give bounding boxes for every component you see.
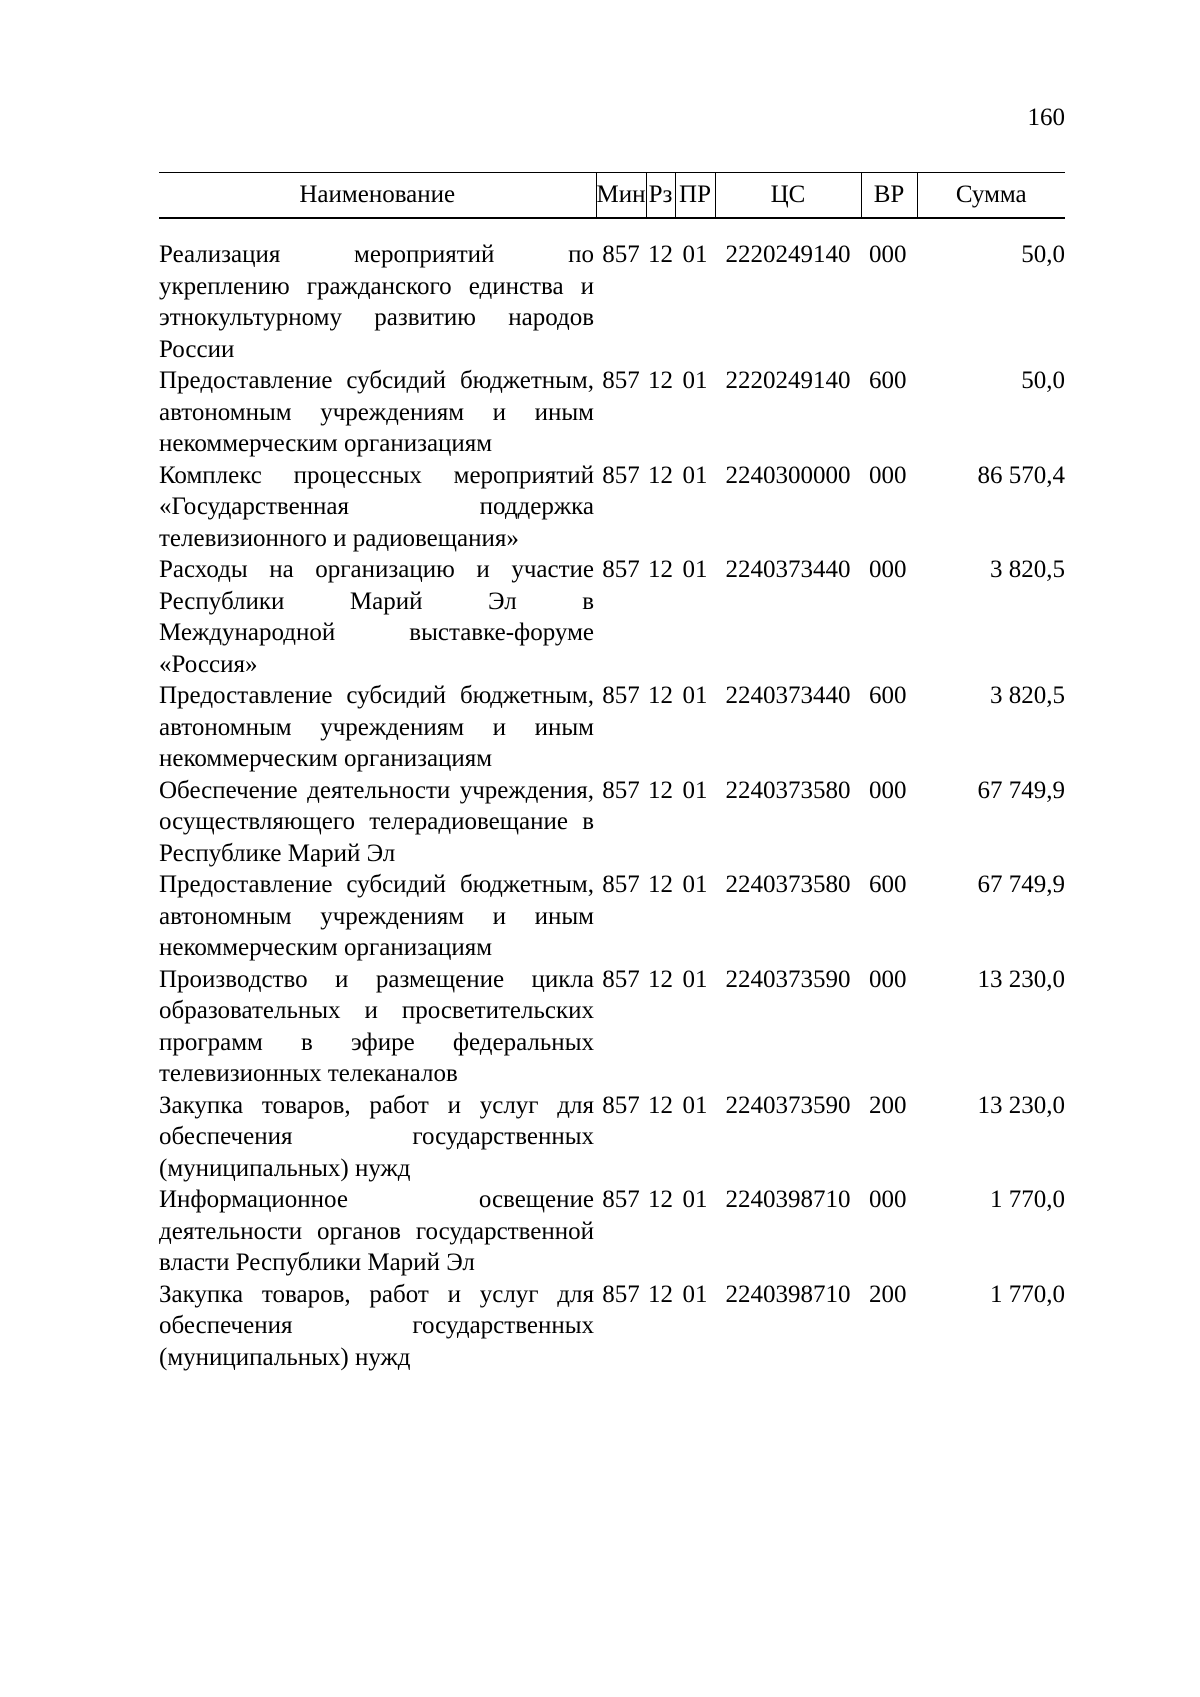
- table-row: [159, 869, 1065, 964]
- cell-vr: 000: [869, 556, 907, 583]
- cell-name: Закупка товаров, работ и услуг для обеспечения государственных (муниципальных) нужд: [159, 1280, 594, 1371]
- cell-name: Реализация мероприятий по укреплению гражданского единства и этнокультурному развитию народов России: [159, 241, 594, 363]
- cell-cs: 2220249140: [725, 241, 851, 268]
- cell-pr: 01: [682, 241, 708, 268]
- budget-table: [159, 172, 1065, 1373]
- cell-sum: 50,0: [1021, 367, 1065, 394]
- spacer-row: [159, 218, 1065, 239]
- cell-cs: 2240373590: [725, 1091, 851, 1119]
- cell-sum: 3 820,5: [990, 556, 1065, 583]
- page-number: 160: [1027, 104, 1065, 131]
- table-row: [159, 1279, 1065, 1374]
- cell-cs: 2240398710: [725, 1280, 851, 1308]
- table-row: [159, 239, 1065, 365]
- cell-name: Предоставление субсидий бюджетным, автономным учреждениям и иным некоммерческим организациям: [159, 682, 594, 772]
- cell-name: Расходы на организацию и участие Республики Марий Эл в Международной выставке-форуме «Россия»: [159, 556, 594, 678]
- cell-min: 857: [602, 776, 640, 804]
- cell-vr: 000: [869, 461, 907, 489]
- table-body: [159, 218, 1065, 1373]
- table-header-row: [159, 173, 1065, 219]
- cell-min: 857: [602, 241, 640, 268]
- table-row: [159, 554, 1065, 680]
- cell-sum: 13 230,0: [977, 1091, 1065, 1119]
- cell-sum: 1 770,0: [990, 1186, 1065, 1213]
- table-row: [159, 964, 1065, 1090]
- cell-cs: 2240373440: [725, 682, 851, 709]
- cell-vr: 000: [869, 776, 907, 804]
- table-row: [159, 1184, 1065, 1279]
- cell-pr: 01: [682, 776, 708, 804]
- cell-name: Комплекс процессных мероприятий «Государственная поддержка телевизионного и радиовещания»: [159, 461, 594, 552]
- cell-pr: 01: [682, 556, 708, 583]
- cell-name: Предоставление субсидий бюджетным, автономным учреждениям и иным некоммерческим организациям: [159, 367, 594, 457]
- header-rz: Рз: [646, 173, 675, 219]
- cell-min: 857: [602, 965, 640, 993]
- cell-sum: 67 749,9: [977, 871, 1065, 898]
- cell-rz: 12: [648, 871, 673, 898]
- table-row: [159, 460, 1065, 555]
- cell-min: 857: [602, 367, 640, 394]
- cell-pr: 01: [682, 461, 708, 489]
- cell-vr: 000: [869, 241, 907, 268]
- cell-pr: 01: [682, 367, 708, 394]
- cell-vr: 600: [869, 367, 907, 394]
- cell-vr: 200: [869, 1091, 907, 1119]
- header-name: Наименование: [159, 173, 596, 219]
- cell-vr: 200: [869, 1280, 907, 1308]
- cell-name: Предоставление субсидий бюджетным, автономным учреждениям и иным некоммерческим организациям: [159, 871, 594, 961]
- table-row: [159, 365, 1065, 460]
- cell-rz: 12: [648, 1186, 673, 1213]
- cell-min: 857: [602, 461, 640, 489]
- cell-rz: 12: [648, 241, 673, 268]
- cell-cs: 2240300000: [725, 461, 851, 489]
- cell-cs: 2240373440: [725, 556, 851, 583]
- cell-name: Обеспечение деятельности учреждения, осуществляющего телерадиовещание в Республике Марий Эл: [159, 776, 594, 867]
- cell-rz: 12: [648, 556, 673, 583]
- cell-min: 857: [602, 1280, 640, 1308]
- cell-sum: 67 749,9: [977, 776, 1065, 804]
- cell-vr: 000: [869, 965, 907, 993]
- header-pr: ПР: [675, 173, 715, 219]
- cell-min: 857: [602, 1186, 640, 1213]
- cell-cs: 2240373580: [725, 871, 851, 898]
- cell-sum: 3 820,5: [990, 682, 1065, 709]
- cell-min: 857: [602, 871, 640, 898]
- table-row: [159, 1090, 1065, 1185]
- cell-sum: 50,0: [1021, 241, 1065, 268]
- cell-rz: 12: [648, 367, 673, 394]
- cell-sum: 1 770,0: [990, 1280, 1065, 1308]
- cell-pr: 01: [682, 871, 708, 898]
- table-row: [159, 680, 1065, 775]
- cell-vr: 600: [869, 871, 907, 898]
- cell-sum: 86 570,4: [977, 461, 1065, 489]
- cell-sum: 13 230,0: [977, 965, 1065, 993]
- cell-rz: 12: [648, 461, 673, 489]
- cell-pr: 01: [682, 1091, 708, 1119]
- cell-min: 857: [602, 1091, 640, 1119]
- cell-name: Закупка товаров, работ и услуг для обеспечения государственных (муниципальных) нужд: [159, 1091, 594, 1182]
- cell-pr: 01: [682, 965, 708, 993]
- header-cs: ЦС: [715, 173, 861, 219]
- cell-cs: 2240373590: [725, 965, 851, 993]
- cell-cs: 2240373580: [725, 776, 851, 804]
- cell-cs: 2220249140: [725, 367, 851, 394]
- cell-min: 857: [602, 556, 640, 583]
- cell-pr: 01: [682, 682, 708, 709]
- cell-vr: 600: [869, 682, 907, 709]
- cell-min: 857: [602, 682, 640, 709]
- cell-vr: 000: [869, 1186, 907, 1213]
- cell-cs: 2240398710: [725, 1186, 851, 1213]
- cell-rz: 12: [648, 682, 673, 709]
- cell-rz: 12: [648, 965, 673, 993]
- cell-name: Производство и размещение цикла образовательных и просветительских программ в эфире федеральных телевизионных телеканалов: [159, 965, 594, 1087]
- header-sum: Сумма: [917, 173, 1065, 219]
- cell-name: Информационное освещение деятельности органов государственной власти Республики Марий Эл: [159, 1186, 594, 1276]
- cell-pr: 01: [682, 1280, 708, 1308]
- cell-pr: 01: [682, 1186, 708, 1213]
- table-row: [159, 775, 1065, 870]
- header-min: Мин: [596, 173, 646, 219]
- cell-rz: 12: [648, 776, 673, 804]
- header-vr: ВР: [861, 173, 917, 219]
- cell-rz: 12: [648, 1280, 673, 1308]
- cell-rz: 12: [648, 1091, 673, 1119]
